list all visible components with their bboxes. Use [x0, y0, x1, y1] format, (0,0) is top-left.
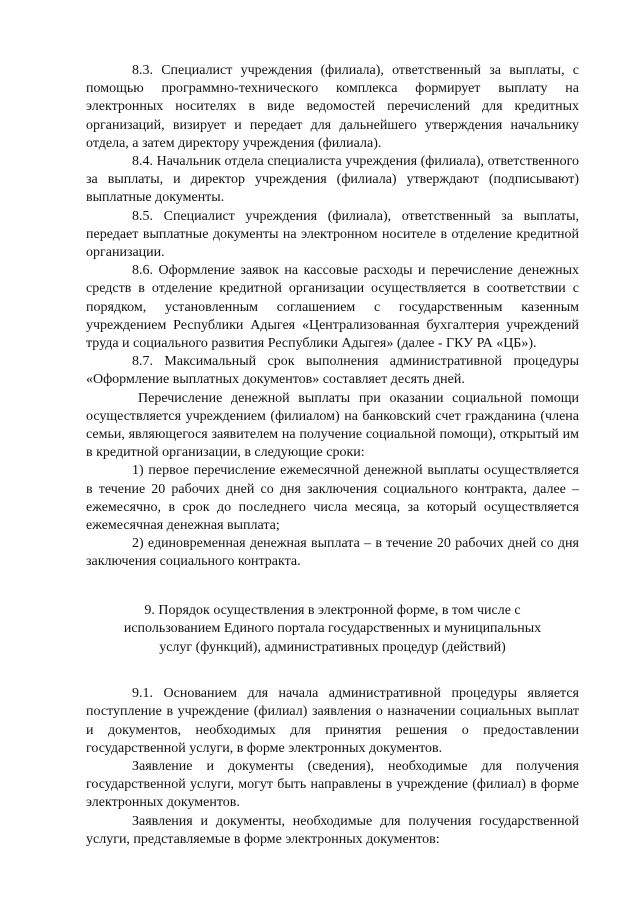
- list-item-2: 2) единовременная денежная выплата – в течение 20 рабочих дней со дня заключения социального контракта.: [86, 536, 579, 570]
- paragraph-8-7: 8.7. Максимальный срок выполнения административной процедуры «Оформление выплатных документов» составляет десять дней.: [86, 354, 579, 388]
- paragraph-8-6: 8.6. Оформление заявок на кассовые расходы и перечисление денежных средств в отделение кредитной организации осуществляется в соответствии с порядком, установленным соглашением с государственным казенным учреждением Республики Адыгея «Централизованная бухгалтерия учреждений труда и социального развития Республики Адыгея» (далее - ГКУ РА «ЦБ»).: [86, 263, 579, 352]
- document-body: [86, 62, 579, 849]
- paragraph-8-3: 8.3. Специалист учреждения (филиала), ответственный за выплаты, с помощью программно-технического комплекса формирует выплату на электронных носителях в виде ведомостей перечислений для кредитных организаций, визирует и передает для дальнейшего утверждения начальнику отдела, а затем директору учреждения (филиала).: [86, 63, 579, 151]
- paragraph-application: Заявление и документы (сведения), необходимые для получения государственной услуги, могут быть направлены в учреждение (филиал) в форме электронных документов.: [86, 759, 579, 811]
- paragraph-documents: Заявления и документы, необходимые для получения государственной услуги, представляемые в форме электронных документов:: [86, 813, 579, 847]
- list-item-1: 1) первое перечисление ежемесячной денежной выплаты осуществляется в течение 20 рабочих дней со дня заключения социального контракта, далее – ежемесячно, в срок до последнего числа месяца, за который осуществляется ежемесячная денежная выплата;: [86, 463, 579, 534]
- paragraph-8-5: 8.5. Специалист учреждения (филиала), ответственный за выплаты, передает выплатные документы на электронном носителе в отделение кредитной организации.: [86, 208, 579, 261]
- paragraph-transfer: Перечисление денежной выплаты при оказании социальной помощи осуществляется учреждением (филиалом) на банковский счет гражданина (члена семьи, являющегося заявителем на получение социальной помощи), открытый им в кредитной организации, в следующие сроки:: [86, 390, 579, 461]
- paragraph-8-4: 8.4. Начальник отдела специалиста учреждения (филиала), ответственного за выплаты, и директор учреждения (филиала) утверждают (подписывают) выплатные документы.: [86, 154, 579, 206]
- section-heading-9: 9. Порядок осуществления в электронной форме, в том числе с использованием Единого портала государственных и муниципальных услуг (функций), административных процедур (действий): [123, 602, 542, 655]
- paragraph-9-1: 9.1. Основанием для начала административной процедуры является поступление в учреждение (филиал) заявления о назначении социальных выплат и документов, необходимых для принятия решения о предоставлении государственной услуги, в форме электронных документов.: [86, 686, 579, 756]
